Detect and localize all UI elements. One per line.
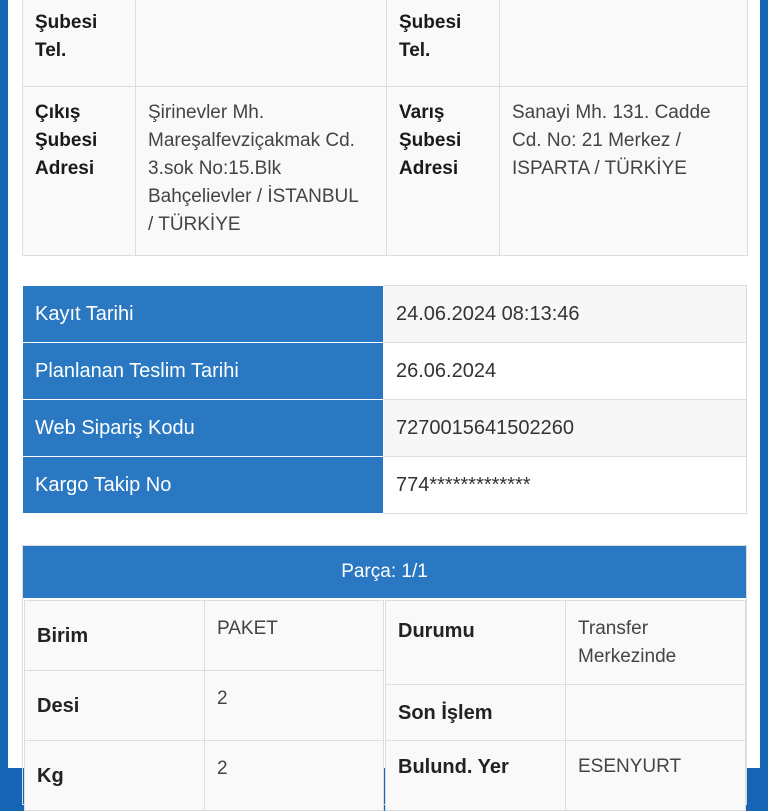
exit-branch-tel-value xyxy=(136,0,387,87)
last-operation-label: Son İşlem xyxy=(386,685,566,741)
address-line: 3.sok No:15.Blk xyxy=(148,158,282,179)
label-line: Çıkış xyxy=(35,102,81,123)
address-line: / TÜRKİYE xyxy=(148,214,241,235)
label-line: Şubesi xyxy=(35,12,98,33)
arrival-branch-tel-label xyxy=(387,0,500,87)
label-line: Tel. xyxy=(35,40,67,61)
parcel-section xyxy=(22,545,747,805)
exit-branch-tel-label xyxy=(23,0,136,87)
label-line: Şubesi xyxy=(35,130,98,151)
label-line: Şubesi xyxy=(399,130,462,151)
parcel-header: Parça: 1/1 xyxy=(23,546,746,598)
arrival-branch-address-value xyxy=(500,87,748,256)
table-row xyxy=(25,741,384,811)
exit-branch-address-value xyxy=(136,87,387,256)
web-order-code-label: Web Sipariş Kodu xyxy=(23,400,384,457)
web-order-code-value: 7270015641502260 xyxy=(384,400,747,457)
last-operation-value xyxy=(566,685,746,741)
unit-label: Birim xyxy=(25,601,205,671)
branch-info-table xyxy=(22,0,748,256)
registration-date-value: 24.06.2024 08:13:46 xyxy=(384,286,747,343)
tracking-number-value: 774************* xyxy=(384,457,747,514)
table-row xyxy=(25,601,384,671)
label-line: Varış xyxy=(399,102,445,123)
address-line: Sanayi Mh. 131. Cadde xyxy=(512,102,711,123)
location-value: ESENYURT xyxy=(566,741,746,811)
label-line: Adresi xyxy=(399,158,459,179)
status-value xyxy=(566,601,746,685)
table-row xyxy=(386,601,746,685)
table-row xyxy=(23,400,747,457)
desi-value: 2 xyxy=(205,671,384,741)
label-line: Adresi xyxy=(35,158,95,179)
kg-label: Kg xyxy=(25,741,205,811)
table-row xyxy=(23,343,747,400)
tel-row xyxy=(23,0,748,87)
address-line: Mareşalfevziçakmak Cd. xyxy=(148,130,355,151)
address-line: ISPARTA / TÜRKİYE xyxy=(512,158,687,179)
unit-value: PAKET xyxy=(205,601,384,671)
kg-value: 2 xyxy=(205,741,384,811)
label-line: Tel. xyxy=(399,40,431,61)
status-label: Durumu xyxy=(386,601,566,685)
location-label: Bulund. Yer xyxy=(386,741,566,811)
desi-label: Desi xyxy=(25,671,205,741)
shipment-details-table xyxy=(22,285,747,514)
planned-delivery-date-label: Planlanan Teslim Tarihi xyxy=(23,343,384,400)
tracking-number-label: Kargo Takip No xyxy=(23,457,384,514)
address-line: Şirinevler Mh. xyxy=(148,102,265,123)
table-row xyxy=(386,685,746,741)
table-row xyxy=(23,457,747,514)
exit-branch-address-label xyxy=(23,87,136,256)
page xyxy=(8,0,760,787)
parcel-left-table xyxy=(24,600,384,811)
status-line: Merkezinde xyxy=(578,646,677,667)
table-row xyxy=(23,286,747,343)
planned-delivery-date-value: 26.06.2024 xyxy=(384,343,747,400)
status-line: Transfer xyxy=(578,618,649,639)
arrival-branch-address-label xyxy=(387,87,500,256)
address-row xyxy=(23,87,748,256)
label-line: Şubesi xyxy=(399,12,462,33)
address-line: Bahçelievler / İSTANBUL xyxy=(148,186,359,207)
registration-date-label: Kayıt Tarihi xyxy=(23,286,384,343)
arrival-branch-tel-value xyxy=(500,0,748,87)
table-row xyxy=(25,671,384,741)
table-row xyxy=(386,741,746,811)
address-line: Cd. No: 21 Merkez / xyxy=(512,130,681,151)
parcel-right-table xyxy=(385,600,746,811)
